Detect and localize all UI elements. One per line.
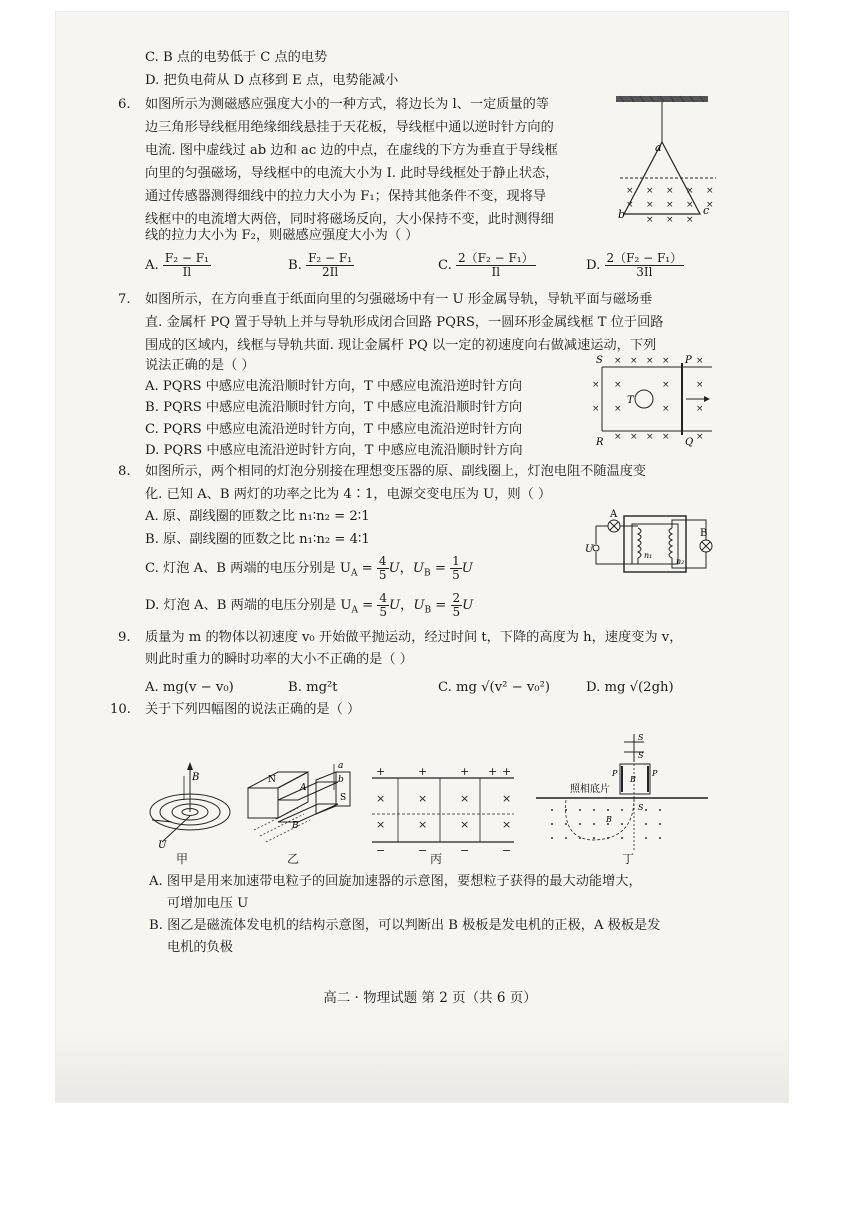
svg-text:×: × bbox=[614, 380, 622, 390]
q7-option-d: D. PQRS 中感应电流沿逆时针方向，T 中感应电流沿顺时针方向 bbox=[145, 443, 523, 458]
q7-label-p: P bbox=[685, 355, 692, 366]
q6-option-b-fraction bbox=[306, 252, 354, 279]
q8-option-c: C. 灯泡 A、B 两端的电压分别是 $U_A$ = $\frac{4}{5}$ U，$U_B$ = $\frac{1}{5}$ U bbox=[145, 554, 473, 582]
svg-text:−: − bbox=[460, 844, 470, 854]
q10-plates-figure bbox=[368, 764, 518, 854]
q10-spectrometer-figure bbox=[532, 730, 712, 852]
denominator: Il bbox=[182, 265, 192, 279]
svg-text:+: + bbox=[418, 765, 428, 778]
q10-option-a-line-1: A. 图甲是用来加速带电粒子的回旋加速器的示意图，要想粒子获得的最大动能增大， bbox=[149, 874, 642, 889]
svg-text:×: × bbox=[418, 792, 428, 805]
numerator: F₂ − F₁ bbox=[164, 251, 209, 265]
q8-option-d: D. 灯泡 A、B 两端的电压分别是 $U_A$ = $\frac{4}{5}$ U，$U_B$ = $\frac{2}{5}$ U bbox=[145, 591, 474, 619]
q6-line-3: 电流. 图中虚线过 ab 边和 ac 边的中点，在虚线的下方为垂直于导线框 bbox=[145, 143, 558, 158]
q5-option-c: C. B 点的电势低于 C 点的电势 bbox=[145, 50, 328, 65]
svg-text:×: × bbox=[614, 432, 622, 442]
q10-line: 关于下列四幅图的说法正确的是（ ） bbox=[145, 702, 361, 717]
q8-label-a: A bbox=[610, 509, 618, 520]
q8-option-c-ub bbox=[450, 555, 462, 582]
svg-text:B: B bbox=[292, 821, 299, 831]
svg-text:×: × bbox=[592, 404, 600, 414]
svg-text:A: A bbox=[300, 783, 307, 793]
denominator: 5 bbox=[379, 605, 388, 619]
svg-text:×: × bbox=[626, 186, 634, 196]
svg-text:+: + bbox=[502, 765, 512, 778]
svg-text:S: S bbox=[638, 803, 644, 812]
q9-line-2: 则此时重力的瞬时功率的大小不正确的是（ ） bbox=[145, 652, 413, 667]
q8-line-1: 如图所示，两个相同的灯泡分别接在理想变压器的原、副线圈上，灯泡电阻不随温度变 bbox=[145, 464, 647, 479]
q10-option-b-line-1: B. 图乙是磁流体发电机的结构示意图，可以判断出 B 极板是发电机的正极，A 极板是发 bbox=[149, 918, 661, 933]
q6-line-1: 如图所示为测磁感应强度大小的一种方式，将边长为 l、一定质量的等 bbox=[145, 97, 550, 112]
svg-text:×: × bbox=[376, 818, 386, 831]
q8-label-b: B bbox=[700, 528, 708, 539]
denominator: 5 bbox=[378, 568, 387, 582]
svg-text:×: × bbox=[696, 356, 704, 366]
q7-line-2: 直. 金属杆 PQ 置于导轨上并与导轨形成闭合回路 PQRS，一圆环形金属线框 T 位于回路 bbox=[145, 315, 664, 330]
q10-caption-ding: 丁 bbox=[622, 852, 635, 866]
numerator: 4 bbox=[378, 554, 387, 568]
svg-text:−: − bbox=[376, 844, 386, 854]
numerator: 2（F₂ − F₁） bbox=[458, 251, 534, 265]
svg-text:×: × bbox=[646, 432, 654, 442]
q8-transformer-figure bbox=[584, 506, 720, 580]
denominator: 5 bbox=[452, 605, 461, 619]
q10-film-label: 照相底片 bbox=[570, 784, 610, 795]
q6-label-c: c bbox=[703, 204, 710, 217]
svg-text:N: N bbox=[268, 775, 276, 785]
svg-text:×: × bbox=[646, 215, 654, 224]
q10-number: 10. bbox=[110, 702, 131, 717]
svg-text:×: × bbox=[502, 792, 512, 805]
q8-option-c-text: C. 灯泡 A、B 两端的电压分别是 U bbox=[145, 561, 351, 576]
q7-option-a: A. PQRS 中感应电流沿顺时针方向，T 中感应电流沿逆时针方向 bbox=[145, 379, 523, 394]
q9-number: 9. bbox=[118, 630, 131, 645]
numerator: 1 bbox=[452, 554, 460, 568]
q8-option-c-ua bbox=[377, 555, 389, 582]
q8-option-b: B. 原、副线圈的匝数之比 n₁∶n₂ = 4∶1 bbox=[145, 532, 370, 547]
svg-text:×: × bbox=[614, 404, 622, 414]
q7-rail-figure bbox=[586, 349, 714, 449]
q6-label-b: b bbox=[618, 208, 626, 221]
q6-option-d-label: D. bbox=[586, 258, 601, 273]
q9-option-b: B. mg²t bbox=[288, 680, 338, 695]
q7-label-q: Q bbox=[685, 437, 694, 448]
svg-text:×: × bbox=[706, 200, 714, 210]
q6-option-d bbox=[586, 250, 684, 282]
q6-option-a-label: A. bbox=[145, 258, 159, 273]
svg-text:−: − bbox=[502, 844, 512, 854]
page-footer: 高二 · 物理试题 第 2 页（共 6 页） bbox=[323, 990, 537, 1006]
svg-text:×: × bbox=[662, 380, 670, 390]
svg-text:×: × bbox=[630, 432, 638, 442]
q10-option-b-line-2: 电机的负极 bbox=[167, 940, 233, 955]
q6-line-2: 边三角形导线框用绝缘细线悬挂于天花板，导线框中通以逆时针方向的 bbox=[145, 120, 554, 135]
q6-option-a-fraction bbox=[163, 252, 211, 279]
svg-text:×: × bbox=[592, 380, 600, 390]
q8-label-u: U bbox=[585, 544, 594, 555]
svg-text:a: a bbox=[338, 761, 344, 771]
svg-text:b: b bbox=[338, 775, 344, 785]
numerator: F₂ − F₁ bbox=[308, 251, 353, 265]
q6-option-b bbox=[288, 250, 354, 282]
svg-text:P: P bbox=[652, 769, 658, 778]
q8-option-d-ua bbox=[377, 592, 389, 619]
svg-text:+: + bbox=[376, 765, 386, 778]
svg-text:B: B bbox=[630, 775, 636, 784]
q6-line-6: 线框中的电流增大两倍，同时将磁场反向，大小保持不变，此时测得细 bbox=[145, 212, 554, 227]
svg-text:×: × bbox=[696, 404, 704, 414]
svg-text:B: B bbox=[606, 815, 612, 824]
svg-text:×: × bbox=[686, 200, 694, 210]
q6-number: 6. bbox=[118, 97, 131, 112]
q8-option-d-text: D. 灯泡 A、B 两端的电压分别是 U bbox=[145, 598, 352, 613]
denominator: 2Il bbox=[321, 265, 339, 279]
svg-text:×: × bbox=[646, 186, 654, 196]
numerator: 2（F₂ − F₁） bbox=[606, 251, 683, 265]
q10-caption-jia: 甲 bbox=[176, 852, 189, 866]
q8-line-2: 化. 已知 A、B 两灯的功率之比为 4∶1，电源交变电压为 U，则（ ） bbox=[145, 487, 552, 502]
svg-text:U: U bbox=[158, 840, 167, 850]
q9-option-c: C. mg √(v² − v₀²) bbox=[438, 680, 551, 695]
svg-text:×: × bbox=[666, 186, 674, 196]
q7-option-b: B. PQRS 中感应电流沿顺时针方向，T 中感应电流沿顺时针方向 bbox=[145, 400, 523, 415]
svg-text:×: × bbox=[626, 200, 634, 210]
svg-text:−: − bbox=[418, 844, 428, 854]
svg-text:+: + bbox=[488, 765, 498, 778]
q7-line-3: 围成的区域内，线框与导轨共面. 现让金属杆 PQ 以一定的初速度向右做减速运动，下列 bbox=[145, 338, 657, 353]
q6-option-b-label: B. bbox=[288, 258, 302, 273]
q6-line-4: 向里的匀强磁场，导线框中的电流大小为 I. 此时导线框处于静止状态， bbox=[145, 166, 559, 181]
svg-text:S: S bbox=[340, 793, 347, 803]
svg-text:×: × bbox=[630, 356, 638, 366]
svg-text:S: S bbox=[638, 751, 644, 760]
svg-text:×: × bbox=[646, 200, 654, 210]
svg-text:P: P bbox=[612, 769, 618, 778]
q10-cyclotron-figure bbox=[142, 760, 238, 850]
q8-number: 8. bbox=[118, 464, 131, 479]
svg-text:×: × bbox=[696, 432, 704, 442]
q6-label-a: a bbox=[655, 141, 662, 154]
svg-text:×: × bbox=[646, 356, 654, 366]
numerator: 4 bbox=[379, 591, 388, 605]
q6-option-c-fraction bbox=[456, 252, 536, 279]
q6-line-7: 线的拉力大小为 F₂，则磁感应强度大小为（ ） bbox=[145, 228, 419, 243]
q7-label-s: S bbox=[596, 355, 603, 366]
svg-text:×: × bbox=[662, 432, 670, 442]
q5-option-d: D. 把负电荷从 D 点移到 E 点，电势能减小 bbox=[145, 73, 399, 88]
q6-option-c-label: C. bbox=[438, 258, 452, 273]
svg-text:×: × bbox=[376, 792, 386, 805]
q9-line-1: 质量为 m 的物体以初速度 v₀ 开始做平抛运动，经过时间 t，下降的高度为 h，速度变为 v， bbox=[145, 630, 683, 645]
svg-text:×: × bbox=[460, 818, 470, 831]
svg-text:×: × bbox=[666, 215, 674, 224]
denominator: Il bbox=[491, 265, 501, 279]
svg-text:B: B bbox=[192, 772, 200, 783]
q9-option-d: D. mg √(2gh) bbox=[586, 680, 674, 695]
denominator: 3Il bbox=[636, 265, 653, 279]
q8-label-n2: n₂ bbox=[676, 557, 685, 566]
q6-line-5: 通过传感器测得细线中的拉力大小为 F₁；保持其他条件不变，现将导 bbox=[145, 189, 547, 204]
q7-number: 7. bbox=[118, 292, 131, 307]
q10-caption-yi: 乙 bbox=[287, 852, 300, 866]
svg-text:×: × bbox=[686, 215, 694, 224]
svg-text:×: × bbox=[686, 186, 694, 196]
q9-option-a: A. mg(v − v₀) bbox=[145, 680, 234, 695]
q10-caption-bing: 丙 bbox=[430, 852, 443, 866]
svg-text:×: × bbox=[662, 356, 670, 366]
svg-text:×: × bbox=[662, 404, 670, 414]
denominator: 5 bbox=[452, 568, 460, 582]
svg-text:×: × bbox=[666, 200, 674, 210]
svg-text:S: S bbox=[638, 733, 644, 742]
q8-option-d-ub bbox=[451, 592, 463, 619]
svg-text:×: × bbox=[418, 818, 428, 831]
q6-option-c bbox=[438, 250, 536, 282]
q7-line-1: 如图所示，在方向垂直于纸面向里的匀强磁场中有一 U 形金属导轨，导轨平面与磁场垂 bbox=[145, 292, 653, 307]
svg-text:×: × bbox=[706, 186, 714, 196]
q8-option-a: A. 原、副线圈的匝数之比 n₁∶n₂ = 2∶1 bbox=[145, 509, 370, 524]
q10-option-a-line-2: 可增加电压 U bbox=[167, 896, 249, 911]
svg-text:×: × bbox=[614, 356, 622, 366]
q7-option-c: C. PQRS 中感应电流沿逆时针方向，T 中感应电流沿逆时针方向 bbox=[145, 422, 523, 437]
q10-mhd-generator-figure bbox=[238, 760, 356, 850]
q6-option-a bbox=[145, 250, 211, 282]
numerator: 2 bbox=[452, 591, 461, 605]
svg-text:+: + bbox=[460, 765, 470, 778]
q8-label-n1: n₁ bbox=[644, 551, 653, 560]
svg-text:×: × bbox=[502, 818, 512, 831]
svg-text:×: × bbox=[460, 792, 470, 805]
q6-option-d-fraction bbox=[605, 252, 685, 279]
svg-text:×: × bbox=[696, 380, 704, 390]
q6-triangle-figure bbox=[612, 92, 720, 224]
q7-label-t: T bbox=[627, 395, 634, 406]
q7-line-4: 说法正确的是（ ） bbox=[145, 358, 255, 373]
q7-label-r: R bbox=[596, 437, 604, 448]
